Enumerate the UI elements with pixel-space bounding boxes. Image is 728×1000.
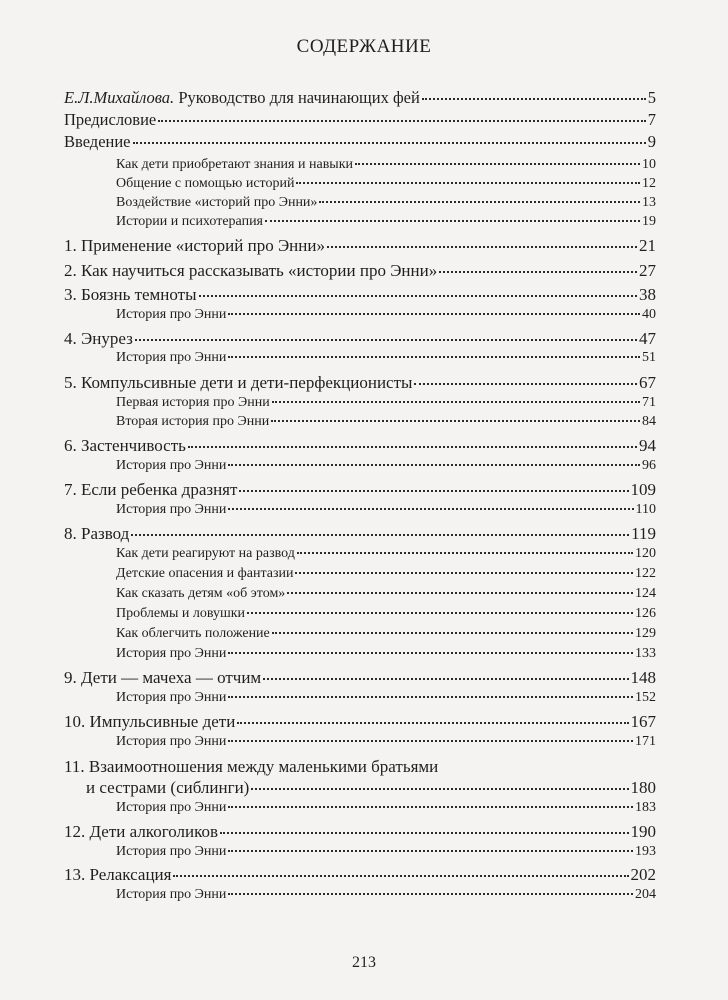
leader-dots <box>133 142 646 144</box>
toc-page-number: 129 <box>635 626 656 641</box>
toc-subentry[interactable] <box>116 157 656 173</box>
toc-entry-label: Проблемы и ловушки <box>116 606 246 621</box>
toc-entry-label: 1. Применение «историй про Энни» <box>64 236 325 255</box>
leader-dots <box>135 339 637 341</box>
toc-entry-author: Е.Л.Михайлова. <box>64 88 175 107</box>
toc-subentry[interactable] <box>116 626 656 642</box>
toc-entry-label: Общение с помощью историй <box>116 176 295 191</box>
leader-dots <box>228 508 633 510</box>
leader-dots <box>237 722 628 724</box>
leader-dots <box>228 313 640 315</box>
toc-entry-label: Как дети реагируют на развод <box>116 546 295 561</box>
toc-chapter[interactable] <box>64 329 656 349</box>
toc-page-number: 180 <box>630 778 656 797</box>
toc-page-number: 190 <box>630 822 656 841</box>
leader-dots <box>228 696 633 698</box>
leader-dots <box>239 490 628 492</box>
toc-entry-label: 11. Взаимоотношения между маленькими братьями <box>64 757 439 776</box>
toc-subentry[interactable] <box>116 606 656 622</box>
toc-page-number: 120 <box>635 546 656 561</box>
toc-chapter[interactable] <box>64 261 656 281</box>
page-number: 213 <box>352 954 376 971</box>
toc-entry-label: 9. Дети — мачеха — отчим <box>64 668 262 687</box>
toc-page-number: 84 <box>642 414 656 429</box>
toc-subentry[interactable] <box>116 307 656 323</box>
toc-entry-label: 8. Развод <box>64 524 130 543</box>
toc-page-number: 21 <box>639 236 656 255</box>
leader-dots <box>439 271 637 273</box>
toc-page-number: 202 <box>630 865 656 884</box>
toc-page-number: 119 <box>631 524 656 543</box>
toc-chapter[interactable] <box>64 480 656 500</box>
toc-entry-label: и сестрами (сиблинги) <box>86 778 250 797</box>
toc-subentry[interactable] <box>116 458 656 474</box>
toc-entry-label: Истории и психотерапия <box>116 214 263 229</box>
leader-dots <box>158 120 646 122</box>
toc-chapter[interactable] <box>64 668 656 688</box>
toc-page-number: 126 <box>635 606 656 621</box>
toc-subentry[interactable] <box>116 800 656 816</box>
leader-dots <box>271 420 640 422</box>
toc-entry-label: История про Энни <box>116 307 227 322</box>
toc-page-number: 109 <box>630 480 656 499</box>
leader-dots <box>327 246 637 248</box>
toc-subentry[interactable] <box>116 502 656 518</box>
toc-entry-label: Как сказать детям «об этом» <box>116 586 286 601</box>
toc-entry-label: История про Энни <box>116 887 227 902</box>
toc-page-number: 71 <box>642 395 656 410</box>
toc-subentry[interactable] <box>116 176 656 192</box>
toc-chapter[interactable] <box>64 436 656 456</box>
toc-page-number: 171 <box>635 734 656 749</box>
toc-entry-label: 6. Застенчивость <box>64 436 186 455</box>
toc-page-number: 10 <box>642 157 656 172</box>
toc-page-number: 67 <box>639 373 656 392</box>
toc-page-number: 167 <box>630 712 656 731</box>
toc-page-number: 5 <box>647 88 656 107</box>
toc-entry-label: Вторая история про Энни <box>116 414 270 429</box>
toc-page-number: 38 <box>639 285 656 304</box>
toc-subentry[interactable] <box>116 546 656 562</box>
toc-subentry[interactable] <box>116 646 656 662</box>
leader-dots <box>295 572 633 574</box>
toc-page-number: 96 <box>642 458 656 473</box>
leader-dots <box>228 740 633 742</box>
leader-dots <box>272 401 640 403</box>
toc-page-number: 27 <box>639 261 656 280</box>
toc-chapter[interactable] <box>64 757 656 777</box>
toc-page-number: 9 <box>647 132 656 151</box>
toc-page-number: 51 <box>642 350 656 365</box>
leader-dots <box>188 446 637 448</box>
toc-entry-label: История про Энни <box>116 458 227 473</box>
toc-page-number: 124 <box>635 586 656 601</box>
toc-entry-label: Детские опасения и фантазии <box>116 566 294 581</box>
leader-dots <box>296 182 640 184</box>
toc-entry-label: Как дети приобретают знания и навыки <box>116 157 354 172</box>
leader-dots <box>247 612 633 614</box>
toc-entry-label: История про Энни <box>116 350 227 365</box>
leader-dots <box>173 875 628 877</box>
toc-page-number: 122 <box>635 566 656 581</box>
toc-subentry[interactable] <box>116 690 656 706</box>
toc-chapter[interactable] <box>64 524 656 544</box>
toc-entry-label: Предисловие <box>64 110 157 129</box>
toc-entry[interactable] <box>64 110 656 130</box>
toc-subentry[interactable] <box>116 734 656 750</box>
leader-dots <box>251 788 628 790</box>
toc-entry-label: Первая история про Энни <box>116 395 270 410</box>
toc-page-number: 47 <box>639 329 656 348</box>
toc-entry-label: История про Энни <box>116 844 227 859</box>
toc-page-number: 110 <box>635 502 656 517</box>
leader-dots <box>228 806 633 808</box>
toc-chapter[interactable] <box>64 373 656 393</box>
toc-page-number: 152 <box>635 690 656 705</box>
toc-subentry[interactable] <box>116 566 656 582</box>
leader-dots <box>228 850 633 852</box>
leader-dots <box>228 652 633 654</box>
toc-entry-label: История про Энни <box>116 502 227 517</box>
toc-page-number: 148 <box>630 668 656 687</box>
toc-entry-label: История про Энни <box>116 800 227 815</box>
leader-dots <box>131 534 629 536</box>
leader-dots <box>422 98 646 100</box>
toc-subentry[interactable] <box>116 887 656 903</box>
toc-entry-label: Как облегчить положение <box>116 626 270 641</box>
toc-page-number: 7 <box>647 110 656 129</box>
toc-chapter[interactable] <box>64 285 656 305</box>
leader-dots <box>220 832 628 834</box>
leader-dots <box>228 464 640 466</box>
toc-subentry[interactable] <box>116 214 656 230</box>
toc-entry-label: Е.Л.Михайлова. Руководство для начинающих фей <box>64 88 420 107</box>
toc-page-number: 133 <box>635 646 656 661</box>
leader-dots <box>319 201 640 203</box>
toc-subentry[interactable] <box>116 844 656 860</box>
toc-page-number: 204 <box>635 887 656 902</box>
leader-dots <box>355 163 640 165</box>
leader-dots <box>199 295 637 297</box>
toc-subentry[interactable] <box>116 395 656 411</box>
leader-dots <box>287 592 633 594</box>
toc-chapter-continuation[interactable] <box>86 778 656 798</box>
toc-subentry[interactable] <box>116 586 656 602</box>
toc-entry-label: Введение <box>64 132 131 151</box>
leader-dots <box>263 678 628 680</box>
toc-entry-label: 10. Импульсивные дети <box>64 712 236 731</box>
toc-chapter[interactable] <box>64 822 656 842</box>
toc-entry-label: 7. Если ребенка дразнят <box>64 480 238 499</box>
toc-chapter[interactable] <box>64 712 656 732</box>
toc-page-number: 183 <box>635 800 656 815</box>
toc-page-number: 40 <box>642 307 656 322</box>
toc-subentry[interactable] <box>116 195 656 211</box>
toc-entry-label: 12. Дети алкоголиков <box>64 822 219 841</box>
toc-chapter[interactable] <box>64 236 656 256</box>
toc-page-number: 193 <box>635 844 656 859</box>
toc-page-number: 94 <box>639 436 656 455</box>
toc-entry-label: 5. Компульсивные дети и дети-перфекционисты <box>64 373 413 392</box>
toc-chapter[interactable] <box>64 865 656 885</box>
toc-subentry[interactable] <box>116 350 656 366</box>
toc-entry[interactable] <box>64 132 656 152</box>
toc-entry-label: Воздействие «историй про Энни» <box>116 195 318 210</box>
toc-page-number: 13 <box>642 195 656 210</box>
leader-dots <box>272 632 633 634</box>
toc-entry-label: 3. Боязнь темноты <box>64 285 197 304</box>
toc-page-number: 12 <box>642 176 656 191</box>
toc-entry-label: 2. Как научиться рассказывать «истории про Энни» <box>64 261 438 280</box>
toc-entry-label: История про Энни <box>116 734 227 749</box>
leader-dots <box>414 383 637 385</box>
leader-dots <box>297 552 633 554</box>
toc-page-number: 19 <box>642 214 656 229</box>
toc-entry-label: История про Энни <box>116 690 227 705</box>
leader-dots <box>228 893 633 895</box>
toc-entry-label: 4. Энурез <box>64 329 133 348</box>
toc-entry-label: История про Энни <box>116 646 227 661</box>
toc-entry-label: 13. Релаксация <box>64 865 172 884</box>
toc-subentry[interactable] <box>116 414 656 430</box>
leader-dots <box>228 356 640 358</box>
page-title: СОДЕРЖАНИЕ <box>296 36 432 57</box>
leader-dots <box>265 220 640 222</box>
toc-entry[interactable] <box>64 88 656 108</box>
